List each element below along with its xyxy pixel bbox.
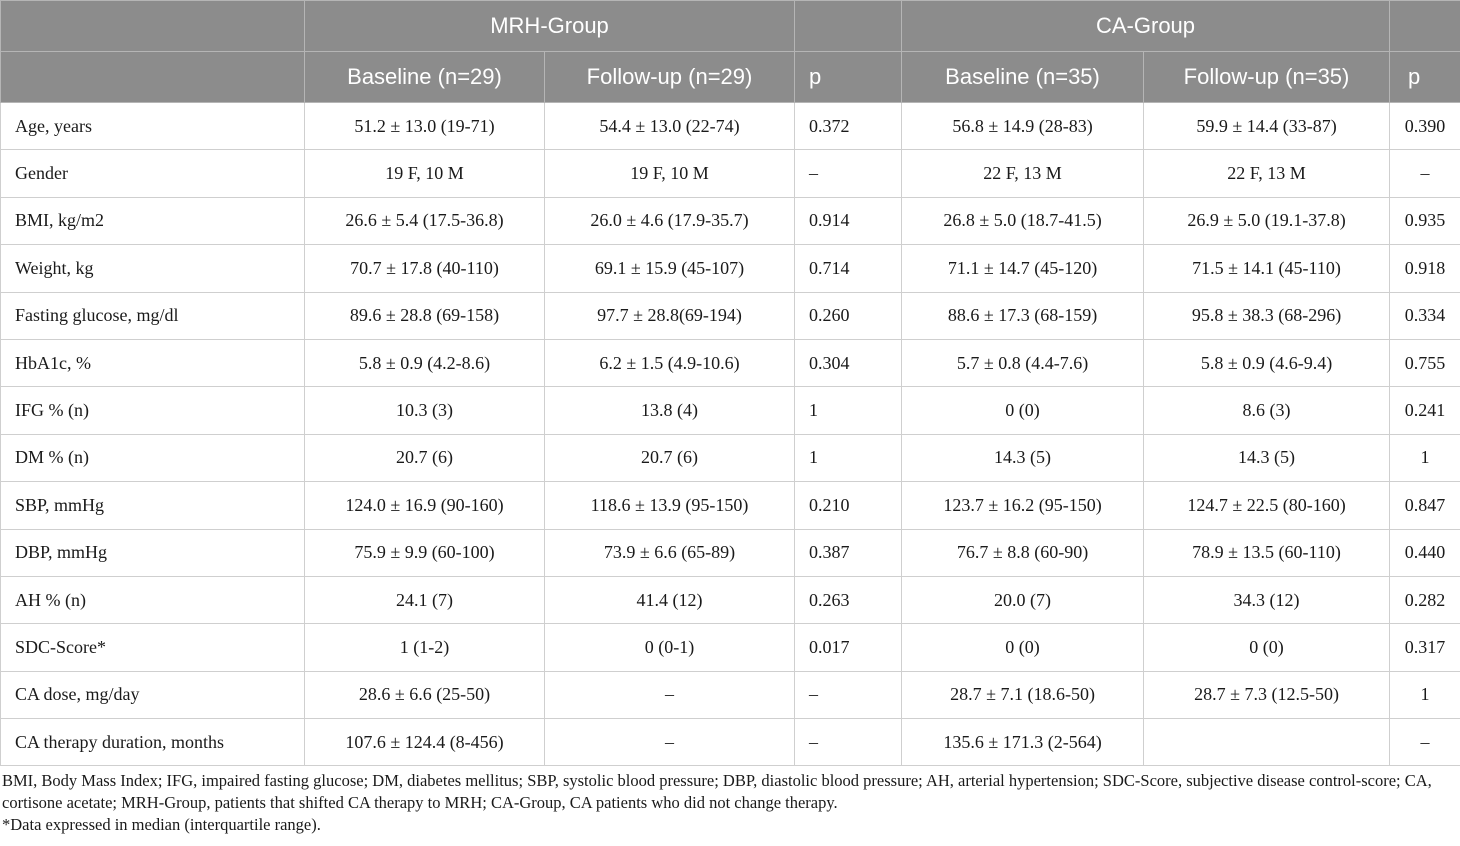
mrh-followup-cell: 0 (0-1) [545,624,795,671]
ca-baseline-cell: 76.7 ± 8.8 (60-90) [902,529,1144,576]
row-label: SBP, mmHg [1,482,305,529]
ca-baseline-cell: 20.0 (7) [902,576,1144,623]
ca-baseline-cell: 123.7 ± 16.2 (95-150) [902,482,1144,529]
mrh-p-cell: 0.714 [795,245,902,292]
mrh-followup-cell: 73.9 ± 6.6 (65-89) [545,529,795,576]
ca-baseline-cell: 0 (0) [902,624,1144,671]
ca-followup-cell: 78.9 ± 13.5 (60-110) [1144,529,1390,576]
ca-p-cell: 0.390 [1390,103,1460,150]
ca-p-cell: 1 [1390,434,1460,481]
column-header-mrh-followup: Follow-up (n=29) [545,52,795,103]
column-header-mrh-baseline: Baseline (n=29) [305,52,545,103]
footnote-abbreviations: BMI, Body Mass Index; IFG, impaired fasting glucose; DM, diabetes mellitus; SBP, systolic blood pressure; DBP, diastolic blood pressure; AH, arterial hypertension; SDC-Score, subjective disease control-score; CA, cortisone acetate; MRH-Group, patients that shifted CA therapy to MRH; CA-Group, CA patients who did not change therapy. [2,771,1432,813]
group-header-empty-1 [1,1,305,52]
mrh-p-cell: 0.260 [795,292,902,339]
ca-baseline-cell: 135.6 ± 171.3 (2-564) [902,719,1144,766]
mrh-p-cell: 0.017 [795,624,902,671]
group-header-empty-3 [1390,1,1460,52]
table-row [1,482,1460,529]
column-header-ca-baseline: Baseline (n=35) [902,52,1144,103]
row-label: DM % (n) [1,434,305,481]
ca-p-cell: 0.918 [1390,245,1460,292]
row-label: Age, years [1,103,305,150]
table-row [1,292,1460,339]
mrh-followup-cell: 20.7 (6) [545,434,795,481]
ca-baseline-cell: 0 (0) [902,387,1144,434]
ca-p-cell: – [1390,719,1460,766]
mrh-followup-cell: – [545,719,795,766]
mrh-p-cell: 0.914 [795,197,902,244]
mrh-baseline-cell: 75.9 ± 9.9 (60-100) [305,529,545,576]
row-label: Fasting glucose, mg/dl [1,292,305,339]
row-label: SDC-Score* [1,624,305,671]
table-row [1,434,1460,481]
ca-followup-cell: 28.7 ± 7.3 (12.5-50) [1144,671,1390,718]
table-row [1,387,1460,434]
mrh-baseline-cell: 28.6 ± 6.6 (25-50) [305,671,545,718]
mrh-p-cell: – [795,671,902,718]
mrh-baseline-cell: 5.8 ± 0.9 (4.2-8.6) [305,339,545,386]
mrh-p-cell: 0.304 [795,339,902,386]
ca-p-cell: 0.440 [1390,529,1460,576]
ca-followup-cell: 59.9 ± 14.4 (33-87) [1144,103,1390,150]
ca-baseline-cell: 14.3 (5) [902,434,1144,481]
mrh-baseline-cell: 1 (1-2) [305,624,545,671]
mrh-baseline-cell: 107.6 ± 124.4 (8-456) [305,719,545,766]
mrh-baseline-cell: 124.0 ± 16.9 (90-160) [305,482,545,529]
mrh-p-cell: 0.210 [795,482,902,529]
mrh-followup-cell: 13.8 (4) [545,387,795,434]
table-row [1,671,1460,718]
table-row [1,719,1460,766]
table-body [1,103,1460,766]
ca-baseline-cell: 26.8 ± 5.0 (18.7-41.5) [902,197,1144,244]
mrh-followup-cell: 118.6 ± 13.9 (95-150) [545,482,795,529]
ca-followup-cell: 124.7 ± 22.5 (80-160) [1144,482,1390,529]
row-label: CA therapy duration, months [1,719,305,766]
mrh-followup-cell: 69.1 ± 15.9 (45-107) [545,245,795,292]
ca-followup-cell: 14.3 (5) [1144,434,1390,481]
mrh-p-cell: 0.263 [795,576,902,623]
table-row [1,103,1460,150]
ca-baseline-cell: 71.1 ± 14.7 (45-120) [902,245,1144,292]
mrh-p-cell: – [795,150,902,197]
mrh-p-cell: 1 [795,387,902,434]
row-label: CA dose, mg/day [1,671,305,718]
mrh-baseline-cell: 26.6 ± 5.4 (17.5-36.8) [305,197,545,244]
ca-baseline-cell: 28.7 ± 7.1 (18.6-50) [902,671,1144,718]
mrh-followup-cell: 41.4 (12) [545,576,795,623]
ca-followup-cell: 95.8 ± 38.3 (68-296) [1144,292,1390,339]
ca-followup-cell [1144,719,1390,766]
mrh-followup-cell: 6.2 ± 1.5 (4.9-10.6) [545,339,795,386]
ca-followup-cell: 0 (0) [1144,624,1390,671]
column-header-mrh-p: p [795,52,902,103]
group-header-ca: CA-Group [902,1,1390,52]
ca-p-cell: 0.935 [1390,197,1460,244]
column-header-row [1,52,1460,103]
mrh-followup-cell: 97.7 ± 28.8(69-194) [545,292,795,339]
table-row [1,339,1460,386]
mrh-followup-cell: 19 F, 10 M [545,150,795,197]
ca-p-cell: 0.755 [1390,339,1460,386]
mrh-p-cell: – [795,719,902,766]
group-header-empty-2 [795,1,902,52]
row-label: DBP, mmHg [1,529,305,576]
footnote-median: *Data expressed in median (interquartile range). [2,815,321,835]
table-footnotes [0,766,1460,836]
mrh-p-cell: 0.387 [795,529,902,576]
column-header-ca-followup: Follow-up (n=35) [1144,52,1390,103]
table-row [1,624,1460,671]
row-label: Weight, kg [1,245,305,292]
ca-p-cell: 0.317 [1390,624,1460,671]
ca-baseline-cell: 88.6 ± 17.3 (68-159) [902,292,1144,339]
row-label: HbA1c, % [1,339,305,386]
mrh-baseline-cell: 89.6 ± 28.8 (69-158) [305,292,545,339]
mrh-followup-cell: – [545,671,795,718]
table-row [1,197,1460,244]
group-header-row [1,1,1460,52]
row-label: AH % (n) [1,576,305,623]
mrh-baseline-cell: 51.2 ± 13.0 (19-71) [305,103,545,150]
ca-baseline-cell: 22 F, 13 M [902,150,1144,197]
mrh-baseline-cell: 70.7 ± 17.8 (40-110) [305,245,545,292]
ca-followup-cell: 26.9 ± 5.0 (19.1-37.8) [1144,197,1390,244]
column-header-ca-p: p [1390,52,1460,103]
table-row [1,529,1460,576]
ca-p-cell: 1 [1390,671,1460,718]
mrh-p-cell: 1 [795,434,902,481]
ca-p-cell: – [1390,150,1460,197]
ca-p-cell: 0.241 [1390,387,1460,434]
group-header-mrh: MRH-Group [305,1,795,52]
table-row [1,245,1460,292]
mrh-p-cell: 0.372 [795,103,902,150]
row-label: Gender [1,150,305,197]
ca-baseline-cell: 56.8 ± 14.9 (28-83) [902,103,1144,150]
mrh-baseline-cell: 24.1 (7) [305,576,545,623]
ca-followup-cell: 22 F, 13 M [1144,150,1390,197]
ca-followup-cell: 34.3 (12) [1144,576,1390,623]
row-label: IFG % (n) [1,387,305,434]
ca-p-cell: 0.334 [1390,292,1460,339]
table-row [1,576,1460,623]
mrh-baseline-cell: 20.7 (6) [305,434,545,481]
ca-baseline-cell: 5.7 ± 0.8 (4.4-7.6) [902,339,1144,386]
ca-followup-cell: 71.5 ± 14.1 (45-110) [1144,245,1390,292]
ca-p-cell: 0.847 [1390,482,1460,529]
mrh-followup-cell: 26.0 ± 4.6 (17.9-35.7) [545,197,795,244]
row-label: BMI, kg/m2 [1,197,305,244]
ca-p-cell: 0.282 [1390,576,1460,623]
mrh-baseline-cell: 10.3 (3) [305,387,545,434]
table-header [1,1,1460,103]
table-row [1,150,1460,197]
ca-followup-cell: 8.6 (3) [1144,387,1390,434]
mrh-followup-cell: 54.4 ± 13.0 (22-74) [545,103,795,150]
ca-followup-cell: 5.8 ± 0.9 (4.6-9.4) [1144,339,1390,386]
column-header-label [1,52,305,103]
mrh-baseline-cell: 19 F, 10 M [305,150,545,197]
